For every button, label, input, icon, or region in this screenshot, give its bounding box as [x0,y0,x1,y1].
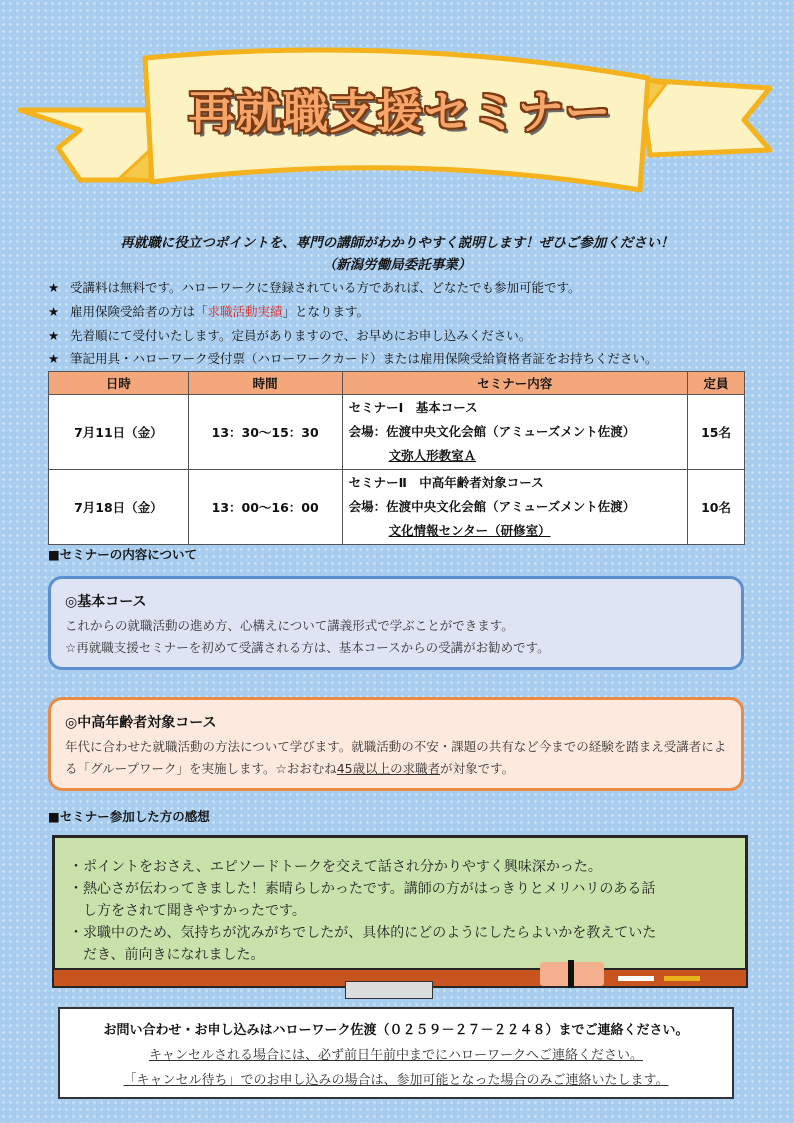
row-date: 7月18日（金） [49,470,189,545]
table-header-row [49,372,745,395]
header-date: 日時 [49,372,189,395]
note-item: ★ 受講料は無料です。ハローワークに登録されている方であれば、どなたでも参加可能です。 [48,280,581,295]
contact-main: お問い合わせ・お申し込みはハローワーク佐渡（０２５９－２７－２２４８）までご連絡ください。 [103,1023,689,1038]
course-desc: 年代に合わせた就職活動の方法について学びます。就職活動の不安・課題の共有など今までの経験を踏まえ受講者による「グループワーク」を実施します。☆おおむね45歳以上の求職者が対象です。 [65,739,727,776]
course-desc: これからの就職活動の進め方、心構えについて講義形式で学ぶことができます。 [65,618,514,633]
course-basic-box [48,576,744,670]
feedback-heading: ■セミナー参加した方の感想 [48,809,210,824]
row-date: 7月11日（金） [49,395,189,470]
contact-box [58,1007,734,1099]
intro-lead: 再就職に役立つポイントを、専門の講師がわかりやすく説明します！ぜひご参加ください！ [120,235,674,251]
note-item: ★ 先着順にて受付いたします。定員がありますので、お早めにお申し込みください。 [48,328,532,343]
target-age: 45歳以上の求職者 [336,761,441,776]
course-name: セミナーⅡ 中高年齢者対象コース [348,475,544,490]
course-title: ◎中高年齢者対象コース [65,715,217,731]
note-item: ★ 筆記用具・ハローワーク受付票（ハローワークカード）または雇用保険受給資格者証をお持ちください。 [48,351,658,366]
intro-sponsor: （新潟労働局委託事業） [322,257,472,273]
row-time: 13：00〜16：00 [188,470,342,545]
highlight-text: 求職活動実績 [207,304,283,319]
row-content [342,470,687,545]
star-icon: ★ [48,280,60,295]
course-name: セミナーⅠ 基本コース [348,400,478,415]
row-time: 13：30〜15：30 [188,395,342,470]
schedule-table [48,371,745,545]
row-content [342,395,687,470]
blackboard [52,835,748,988]
cancel-note: キャンセルされる場合には、必ず前日午前中までにハローワークへご連絡ください。 [148,1048,643,1063]
room: 文化情報センター（研修室） [388,523,551,538]
table-row [49,395,745,470]
feedback-line: し方をされて聞きやすかったです。 [69,903,306,919]
feedback-line: ・求職中のため、気持ちが沈みがちでしたが、具体的にどのようにしたらよいかを教えていた [69,925,657,941]
yellow-chalk-icon [664,976,700,981]
feedback-line: だき、前向きになれました。 [69,947,265,963]
feedback-line: ・熱心さが伝わってきました！素晴らしかったです。講師の方がはっきりとメリハリのある話 [69,881,656,897]
course-title: ◎基本コース [65,594,147,610]
star-icon: ★ [48,304,60,319]
table-row [49,470,745,545]
feedback-line: ・ポイントをおさえ、エピソードトークを交えて話され分かりやすく興味深かった。 [69,859,602,875]
row-capacity: 10名 [688,470,745,545]
white-chalk-icon [618,976,654,981]
page-title: 再就職支援セミナー [188,85,612,139]
header-content: セミナー内容 [342,372,687,395]
section-heading: ■セミナーの内容について [48,547,198,562]
waitlist-note: 「キャンセル待ち」でのお申し込みの場合は、参加可能となった場合のみご連絡いたします。 [123,1073,669,1088]
course-senior-box [48,697,744,791]
star-icon: ★ [48,328,60,343]
eraser-handle-icon [568,960,574,988]
header-capacity: 定員 [688,372,745,395]
header-time: 時間 [188,372,342,395]
venue: 会場：佐渡中央文化会館（アミューズメント佐渡） [348,424,636,439]
course-recommend: ☆再就職支援セミナーを初めて受講される方は、基本コースからの受講がお勧めです。 [65,640,550,655]
note-item: ★ 雇用保険受給者の方は「求職活動実績」となります。 [48,304,370,319]
room: 文弥人形教室Ａ [388,448,477,463]
blackboard-stand [345,981,433,999]
venue: 会場：佐渡中央文化会館（アミューズメント佐渡） [348,499,636,514]
star-icon: ★ [48,351,60,366]
row-capacity: 15名 [688,395,745,470]
